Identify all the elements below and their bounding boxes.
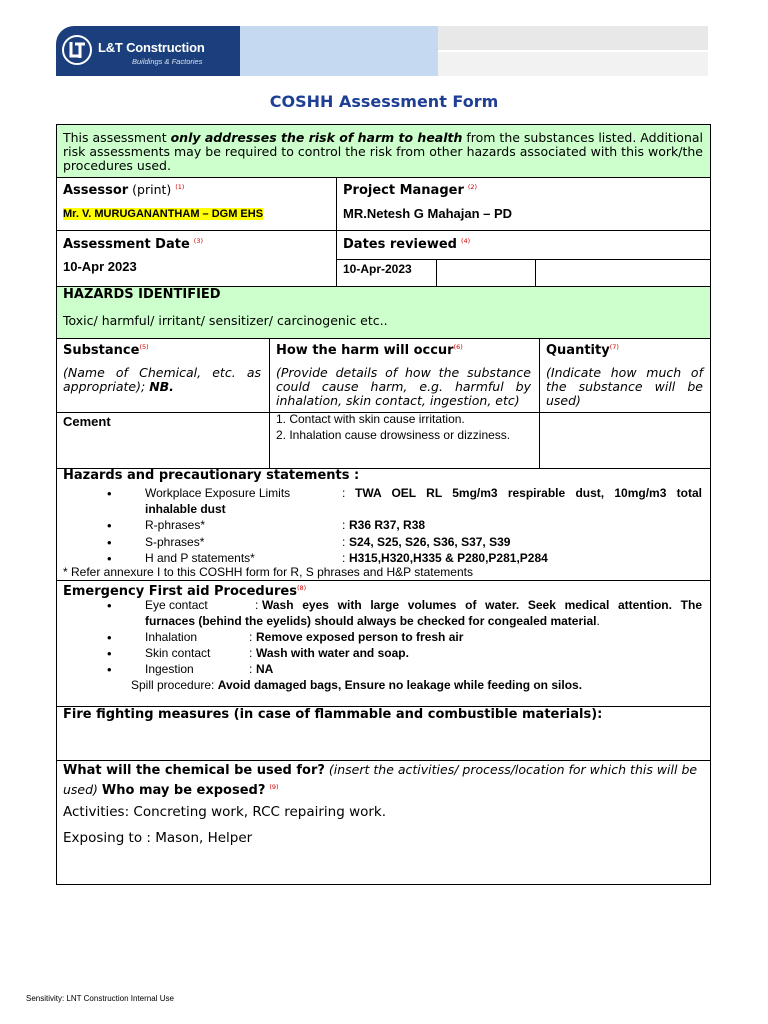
project-manager-label: Project Manager $^{(2)}$ [343,183,478,199]
h-p-statements-value: H315,H320,H335 & P280,P281,P284 [349,551,548,565]
precautionary-note: * Refer annexure I to this COSHH form for R, S phrases and H&P statements [63,565,473,579]
substance-value: Cement [63,414,111,429]
eye-contact-label: Eye contact [145,598,208,612]
activities-text: Activities: Concreting work, RCC repairing work. [63,804,387,820]
colon: : [249,646,253,660]
assessment-date-value: 10-Apr 2023 [63,259,137,274]
exposure-limits-value: TWA OEL RL 5mg/m3 respirable dust, 10mg/m3 total [355,486,702,500]
dates-row [57,231,710,287]
colon: : [249,662,253,676]
bullet-icon: • [107,630,112,645]
colon: : [342,535,346,549]
header-band-grey-lower [438,52,708,76]
dates-reviewed-label: Dates reviewed $^{(4)}$ [343,237,471,253]
ingestion-label: Ingestion [145,662,194,676]
hazards-identified-text: Toxic/ harmful/ irritant/ sensitizer/ carcinogenic etc.. [63,313,388,328]
exposure-limits-label: Workplace Exposure Limits [145,486,291,500]
substance-row [57,413,710,469]
logo-title: L&T Construction [98,40,205,55]
project-manager-value: MR.Netesh G Mahajan – PD [343,206,513,221]
bullet-icon: • [107,518,112,533]
harm-line-2: 2. Inhalation cause drowsiness or dizziness. [276,428,511,442]
header-band-blue [240,26,438,76]
spill-procedure: Spill procedure: Avoid damaged bags, Ensure no leakage while feeding on silos. [131,678,583,692]
assessor-value: Mr. V. MURUGANANTHAM – DGM EHS [63,208,264,220]
inhalation-label: Inhalation [145,630,198,644]
ingestion-value: NA [256,662,274,676]
lt-logo-icon [61,34,93,66]
form-title: COSHH Assessment Form [269,92,499,111]
substance-col-hint: (Name of Chemical, etc. as appropriate); NB. [63,365,261,394]
intro-section [57,125,710,178]
s-phrases-value: S24, S25, S26, S36, S37, S39 [349,535,511,549]
usage-question: What will the chemical be used for? (insert the activities/ process/location for which this will be used) Who may be exposed? $^{(9)}$ [63,762,698,799]
usage-section [57,761,710,884]
colon: : [342,551,346,565]
assessor-label: Assessor (print) $^{(1)}$ [63,182,185,199]
r-phrases-value: R36 R37, R38 [349,518,426,532]
logo-subtitle: Buildings & Factories [132,57,203,66]
skin-contact-value: Wash with water and soap. [256,646,409,660]
bullet-icon: • [107,535,112,550]
precautionary-heading: Hazards and precautionary statements : [63,468,360,483]
fire-fighting-section [57,707,710,761]
company-logo [56,26,240,76]
colon: : [255,598,259,612]
colon: : [342,518,346,532]
colon: : [249,630,253,644]
inhalation-value: Remove exposed person to fresh air [256,630,464,644]
quantity-col-hint: (Indicate how much of the substance will be used) [546,365,703,408]
sensitivity-footer: Sensitivity: LNT Construction Internal Use [26,994,174,1003]
r-phrases-label: R-phrases* [145,518,206,532]
assessment-date-label: Assessment Date $^{(3)}$ [63,237,203,253]
h-p-statements-label: H and P statements* [145,551,255,565]
fire-fighting-heading: Fire fighting measures (in case of flammable and combustible materials): [63,707,603,722]
exposure-limits-value-cont: inhalable dust [145,502,226,516]
assessor-row [57,178,710,231]
quantity-col-label: Quantity$^{(7)}$ [546,343,619,359]
intro-text: This assessment only addresses the risk of harm to health from the substances listed. Additional risk assessments may be required to control the risk from other hazards associated with this work/the procedures used. [63,130,704,173]
exposing-text: Exposing to : Mason, Helper [63,830,253,846]
harm-col-label: How the harm will occur$^{(6)}$ [276,343,463,359]
s-phrases-label: S-phrases* [145,535,205,549]
substance-table-header [57,339,710,413]
hazards-identified-section [57,287,710,339]
precautionary-section [57,469,710,581]
date-reviewed-1: 10-Apr-2023 [343,262,412,276]
header-band-grey [438,26,708,50]
skin-contact-label: Skin contact [145,646,211,660]
header-bar [56,26,708,76]
bullet-icon: • [107,646,112,661]
first-aid-section [57,581,710,707]
harm-line-1: 1. Contact with skin cause irritation. [276,412,465,426]
harm-col-hint: (Provide details of how the substance could cause harm, e.g. harmful by inhalation, skin contact, ingestion, etc) [276,365,531,408]
bullet-icon: • [107,551,112,566]
bullet-icon: • [107,486,112,501]
coshh-form [56,124,711,885]
colon: : [342,486,346,500]
first-aid-heading: Emergency First aid Procedures$^{(8)}$ [63,584,307,600]
eye-contact-value-cont: furnaces (behind the eyelids) should always be checked for congealed material. [145,614,600,628]
eye-contact-value: Wash eyes with large volumes of water. Seek medical attention. The [262,598,702,612]
bullet-icon: • [107,598,112,613]
hazards-identified-label: HAZARDS IDENTIFIED [63,287,221,302]
bullet-icon: • [107,662,112,677]
substance-col-label: Substance$^{(5)}$ [63,343,149,359]
